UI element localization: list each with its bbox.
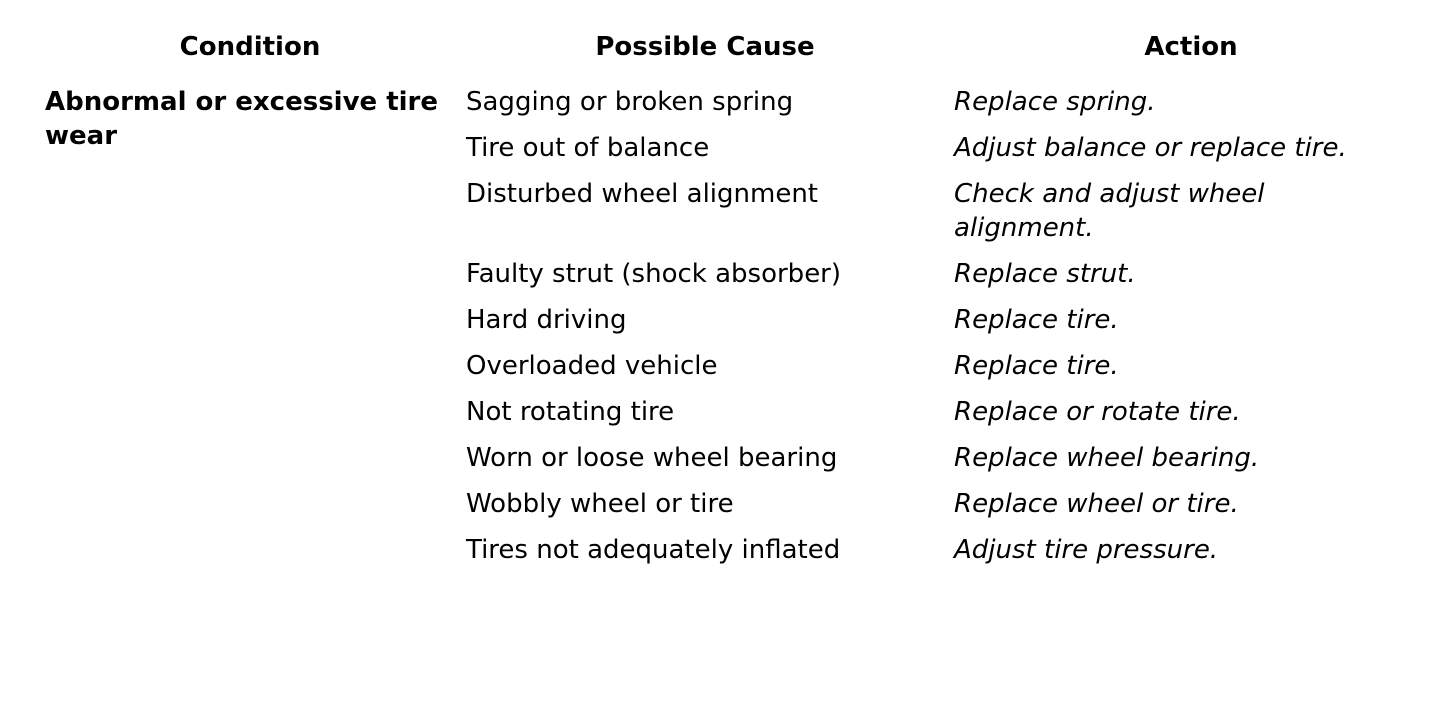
action-cell: Replace tire. xyxy=(954,305,1119,335)
action-cell: Adjust tire pressure. xyxy=(954,535,1219,565)
action-cell: Replace strut. xyxy=(954,259,1136,289)
action-cell: Replace or rotate tire. xyxy=(954,397,1241,427)
cause-cell: Not rotating tire xyxy=(466,397,675,427)
action-cell: Adjust balance or replace tire. xyxy=(954,133,1347,163)
cause-cell: Tire out of balance xyxy=(466,133,710,163)
table-row xyxy=(0,303,1440,337)
table-row xyxy=(0,131,1440,165)
cause-cell: Worn or loose wheel bearing xyxy=(466,443,838,473)
action-cell: Replace tire. xyxy=(954,351,1119,381)
header-possible-cause: Possible Cause xyxy=(595,32,815,62)
action-cell: Replace wheel or tire. xyxy=(954,489,1239,519)
header-condition: Condition xyxy=(179,32,321,62)
table-row xyxy=(0,349,1440,383)
condition-cell: Abnormal or excessive tire wear xyxy=(45,87,439,151)
header-action: Action xyxy=(1144,32,1238,62)
cause-cell: Wobbly wheel or tire xyxy=(466,489,734,519)
table-row xyxy=(0,441,1440,475)
cause-cell: Overloaded vehicle xyxy=(466,351,718,381)
action-cell: Replace wheel bearing. xyxy=(954,443,1260,473)
action-cell: Check and adjust wheel alignment. xyxy=(954,179,1265,243)
table-rows xyxy=(0,85,1440,579)
action-cell: Replace spring. xyxy=(954,87,1156,117)
table-row xyxy=(0,85,1440,119)
cause-cell: Hard driving xyxy=(466,305,627,335)
cause-cell: Disturbed wheel alignment xyxy=(466,179,819,209)
cause-cell: Faulty strut (shock absorber) xyxy=(466,259,842,289)
table-row xyxy=(0,177,1440,245)
table-row xyxy=(0,487,1440,521)
table-row xyxy=(0,257,1440,291)
cause-cell: Tires not adequately inflated xyxy=(466,535,841,565)
cause-cell: Sagging or broken spring xyxy=(466,87,794,117)
table-row xyxy=(0,395,1440,429)
table-row xyxy=(0,533,1440,567)
